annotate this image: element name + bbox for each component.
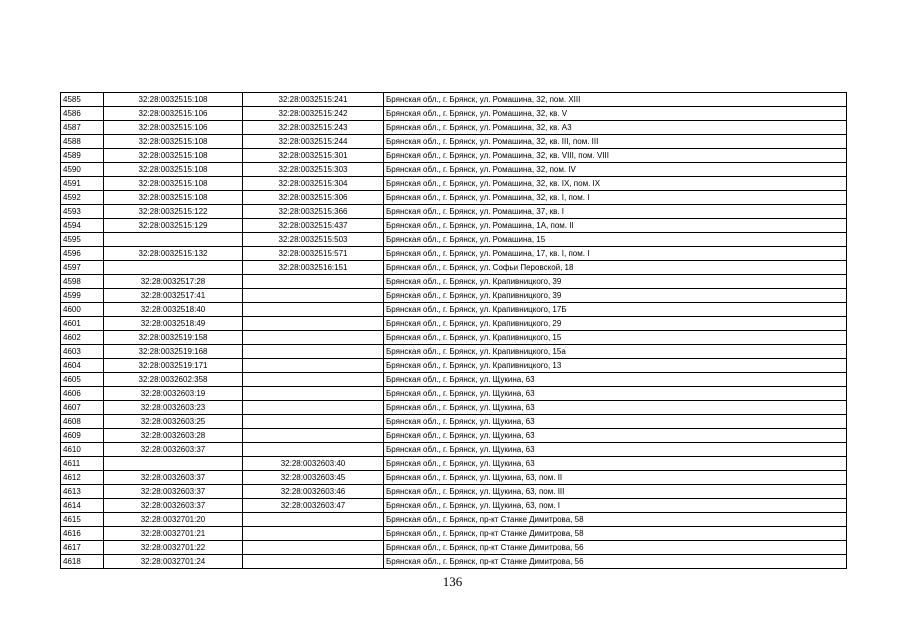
table-row xyxy=(61,205,847,219)
row-number-cell: 4591 xyxy=(61,177,104,191)
row-number-cell: 4602 xyxy=(61,331,104,345)
address-cell: Брянская обл., г. Брянск, ул. Щукина, 63 xyxy=(384,443,847,457)
row-number-cell: 4593 xyxy=(61,205,104,219)
object-cadastral-number-cell xyxy=(243,345,384,359)
parcel-cadastral-number-cell: 32:28:0032603:25 xyxy=(104,415,243,429)
parcel-cadastral-number-cell: 32:28:0032603:37 xyxy=(104,443,243,457)
parcel-cadastral-number-cell: 32:28:0032603:23 xyxy=(104,401,243,415)
address-cell: Брянская обл., г. Брянск, ул. Ромашина, 32, пом. IV xyxy=(384,163,847,177)
parcel-cadastral-number-cell: 32:28:0032701:20 xyxy=(104,513,243,527)
object-cadastral-number-cell: 32:28:0032603:47 xyxy=(243,499,384,513)
parcel-cadastral-number-cell: 32:28:0032701:21 xyxy=(104,527,243,541)
row-number-cell: 4607 xyxy=(61,401,104,415)
object-cadastral-number-cell xyxy=(243,359,384,373)
row-number-cell: 4601 xyxy=(61,317,104,331)
address-cell: Брянская обл., г. Брянск, ул. Ромашина, 32, пом. XIII xyxy=(384,93,847,107)
parcel-cadastral-number-cell: 32:28:0032602:358 xyxy=(104,373,243,387)
object-cadastral-number-cell: 32:28:0032515:304 xyxy=(243,177,384,191)
row-number-cell: 4597 xyxy=(61,261,104,275)
address-cell: Брянская обл., г. Брянск, ул. Ромашина, 32, кв. III, пом. III xyxy=(384,135,847,149)
parcel-cadastral-number-cell: 32:28:0032519:168 xyxy=(104,345,243,359)
parcel-cadastral-number-cell: 32:28:0032515:108 xyxy=(104,177,243,191)
address-cell: Брянская обл., г. Брянск, ул. Щукина, 63 xyxy=(384,373,847,387)
address-cell: Брянская обл., г. Брянск, ул. Крапивницкого, 15 xyxy=(384,331,847,345)
row-number-cell: 4585 xyxy=(61,93,104,107)
parcel-cadastral-number-cell: 32:28:0032603:28 xyxy=(104,429,243,443)
object-cadastral-number-cell: 32:28:0032603:46 xyxy=(243,485,384,499)
address-cell: Брянская обл., г. Брянск, ул. Щукина, 63, пом. II xyxy=(384,471,847,485)
parcel-cadastral-number-cell: 32:28:0032515:132 xyxy=(104,247,243,261)
table-row xyxy=(61,93,847,107)
table-row xyxy=(61,443,847,457)
table-row xyxy=(61,233,847,247)
address-cell: Брянская обл., г. Брянск, ул. Ромашина, 32, кв. VIII, пом. VIII xyxy=(384,149,847,163)
registry-table-body xyxy=(61,93,847,569)
table-row xyxy=(61,275,847,289)
parcel-cadastral-number-cell: 32:28:0032515:122 xyxy=(104,205,243,219)
parcel-cadastral-number-cell: 32:28:0032519:158 xyxy=(104,331,243,345)
object-cadastral-number-cell xyxy=(243,317,384,331)
object-cadastral-number-cell xyxy=(243,387,384,401)
row-number-cell: 4613 xyxy=(61,485,104,499)
table-row xyxy=(61,135,847,149)
address-cell: Брянская обл., г. Брянск, пр-кт Станке Димитрова, 56 xyxy=(384,555,847,569)
object-cadastral-number-cell: 32:28:0032603:45 xyxy=(243,471,384,485)
address-cell: Брянская обл., г. Брянск, ул. Щукина, 63 xyxy=(384,457,847,471)
object-cadastral-number-cell: 32:28:0032515:243 xyxy=(243,121,384,135)
address-cell: Брянская обл., г. Брянск, ул. Ромашина, 32, кв. А3 xyxy=(384,121,847,135)
parcel-cadastral-number-cell: 32:28:0032603:37 xyxy=(104,485,243,499)
object-cadastral-number-cell xyxy=(243,443,384,457)
object-cadastral-number-cell: 32:28:0032515:242 xyxy=(243,107,384,121)
object-cadastral-number-cell: 32:28:0032515:241 xyxy=(243,93,384,107)
table-row xyxy=(61,471,847,485)
table-row xyxy=(61,499,847,513)
table-row xyxy=(61,541,847,555)
address-cell: Брянская обл., г. Брянск, ул. Крапивницкого, 13 xyxy=(384,359,847,373)
object-cadastral-number-cell xyxy=(243,513,384,527)
object-cadastral-number-cell xyxy=(243,331,384,345)
parcel-cadastral-number-cell: 32:28:0032515:108 xyxy=(104,163,243,177)
table-row xyxy=(61,191,847,205)
address-cell: Брянская обл., г. Брянск, ул. Ромашина, 15 xyxy=(384,233,847,247)
object-cadastral-number-cell xyxy=(243,429,384,443)
table-row xyxy=(61,177,847,191)
row-number-cell: 4617 xyxy=(61,541,104,555)
row-number-cell: 4598 xyxy=(61,275,104,289)
table-row xyxy=(61,219,847,233)
address-cell: Брянская обл., г. Брянск, ул. Крапивницкого, 15а xyxy=(384,345,847,359)
table-row xyxy=(61,121,847,135)
row-number-cell: 4603 xyxy=(61,345,104,359)
row-number-cell: 4606 xyxy=(61,387,104,401)
address-cell: Брянская обл., г. Брянск, ул. Крапивницкого, 17Б xyxy=(384,303,847,317)
row-number-cell: 4615 xyxy=(61,513,104,527)
object-cadastral-number-cell: 32:28:0032515:503 xyxy=(243,233,384,247)
table-row xyxy=(61,247,847,261)
table-row xyxy=(61,527,847,541)
object-cadastral-number-cell: 32:28:0032515:437 xyxy=(243,219,384,233)
row-number-cell: 4596 xyxy=(61,247,104,261)
address-cell: Брянская обл., г. Брянск, ул. Крапивницкого, 29 xyxy=(384,317,847,331)
parcel-cadastral-number-cell: 32:28:0032515:129 xyxy=(104,219,243,233)
row-number-cell: 4590 xyxy=(61,163,104,177)
table-row xyxy=(61,513,847,527)
address-cell: Брянская обл., г. Брянск, ул. Щукина, 63 xyxy=(384,401,847,415)
parcel-cadastral-number-cell: 32:28:0032603:19 xyxy=(104,387,243,401)
object-cadastral-number-cell xyxy=(243,415,384,429)
object-cadastral-number-cell: 32:28:0032516:151 xyxy=(243,261,384,275)
address-cell: Брянская обл., г. Брянск, ул. Ромашина, 32, кв. V xyxy=(384,107,847,121)
address-cell: Брянская обл., г. Брянск, пр-кт Станке Димитрова, 58 xyxy=(384,527,847,541)
parcel-cadastral-number-cell: 32:28:0032518:49 xyxy=(104,317,243,331)
table-row xyxy=(61,555,847,569)
address-cell: Брянская обл., г. Брянск, ул. Ромашина, 32, кв. IX, пом. IX xyxy=(384,177,847,191)
address-cell: Брянская обл., г. Брянск, ул. Щукина, 63 xyxy=(384,387,847,401)
address-cell: Брянская обл., г. Брянск, ул. Щукина, 63 xyxy=(384,415,847,429)
object-cadastral-number-cell xyxy=(243,401,384,415)
parcel-cadastral-number-cell: 32:28:0032701:24 xyxy=(104,555,243,569)
table-row xyxy=(61,317,847,331)
row-number-cell: 4600 xyxy=(61,303,104,317)
parcel-cadastral-number-cell xyxy=(104,233,243,247)
parcel-cadastral-number-cell: 32:28:0032515:106 xyxy=(104,121,243,135)
table-row xyxy=(61,149,847,163)
table-row xyxy=(61,359,847,373)
row-number-cell: 4605 xyxy=(61,373,104,387)
object-cadastral-number-cell: 32:28:0032603:40 xyxy=(243,457,384,471)
table-row xyxy=(61,289,847,303)
parcel-cadastral-number-cell: 32:28:0032519:171 xyxy=(104,359,243,373)
address-cell: Брянская обл., г. Брянск, ул. Ромашина, 37, кв. I xyxy=(384,205,847,219)
object-cadastral-number-cell: 32:28:0032515:306 xyxy=(243,191,384,205)
parcel-cadastral-number-cell: 32:28:0032515:106 xyxy=(104,107,243,121)
address-cell: Брянская обл., г. Брянск, ул. Щукина, 63, пом. III xyxy=(384,485,847,499)
row-number-cell: 4609 xyxy=(61,429,104,443)
row-number-cell: 4599 xyxy=(61,289,104,303)
row-number-cell: 4587 xyxy=(61,121,104,135)
table-row xyxy=(61,261,847,275)
object-cadastral-number-cell xyxy=(243,289,384,303)
parcel-cadastral-number-cell: 32:28:0032515:108 xyxy=(104,93,243,107)
parcel-cadastral-number-cell: 32:28:0032701:22 xyxy=(104,541,243,555)
object-cadastral-number-cell: 32:28:0032515:366 xyxy=(243,205,384,219)
row-number-cell: 4592 xyxy=(61,191,104,205)
parcel-cadastral-number-cell: 32:28:0032515:108 xyxy=(104,135,243,149)
address-cell: Брянская обл., г. Брянск, пр-кт Станке Димитрова, 56 xyxy=(384,541,847,555)
address-cell: Брянская обл., г. Брянск, ул. Щукина, 63 xyxy=(384,429,847,443)
table-row xyxy=(61,387,847,401)
object-cadastral-number-cell xyxy=(243,527,384,541)
table-row xyxy=(61,401,847,415)
row-number-cell: 4614 xyxy=(61,499,104,513)
row-number-cell: 4611 xyxy=(61,457,104,471)
address-cell: Брянская обл., г. Брянск, пр-кт Станке Димитрова, 58 xyxy=(384,513,847,527)
row-number-cell: 4618 xyxy=(61,555,104,569)
registry-table xyxy=(60,92,847,569)
address-cell: Брянская обл., г. Брянск, ул. Софьи Перовской, 18 xyxy=(384,261,847,275)
table-row xyxy=(61,163,847,177)
address-cell: Брянская обл., г. Брянск, ул. Ромашина, 17, кв. I, пом. I xyxy=(384,247,847,261)
row-number-cell: 4604 xyxy=(61,359,104,373)
row-number-cell: 4610 xyxy=(61,443,104,457)
parcel-cadastral-number-cell: 32:28:0032517:41 xyxy=(104,289,243,303)
object-cadastral-number-cell xyxy=(243,275,384,289)
object-cadastral-number-cell: 32:28:0032515:301 xyxy=(243,149,384,163)
address-cell: Брянская обл., г. Брянск, ул. Ромашина, 32, кв. I, пом. I xyxy=(384,191,847,205)
row-number-cell: 4616 xyxy=(61,527,104,541)
row-number-cell: 4612 xyxy=(61,471,104,485)
parcel-cadastral-number-cell: 32:28:0032515:108 xyxy=(104,149,243,163)
table-row xyxy=(61,345,847,359)
parcel-cadastral-number-cell: 32:28:0032603:37 xyxy=(104,499,243,513)
row-number-cell: 4586 xyxy=(61,107,104,121)
object-cadastral-number-cell xyxy=(243,555,384,569)
parcel-cadastral-number-cell: 32:28:0032517:28 xyxy=(104,275,243,289)
row-number-cell: 4589 xyxy=(61,149,104,163)
object-cadastral-number-cell xyxy=(243,373,384,387)
row-number-cell: 4594 xyxy=(61,219,104,233)
address-cell: Брянская обл., г. Брянск, ул. Крапивницкого, 39 xyxy=(384,289,847,303)
table-row xyxy=(61,457,847,471)
table-row xyxy=(61,107,847,121)
table-row xyxy=(61,303,847,317)
parcel-cadastral-number-cell: 32:28:0032603:37 xyxy=(104,471,243,485)
object-cadastral-number-cell: 32:28:0032515:571 xyxy=(243,247,384,261)
row-number-cell: 4595 xyxy=(61,233,104,247)
row-number-cell: 4608 xyxy=(61,415,104,429)
address-cell: Брянская обл., г. Брянск, ул. Ромашина, 1А, пом. II xyxy=(384,219,847,233)
parcel-cadastral-number-cell: 32:28:0032515:108 xyxy=(104,191,243,205)
table-row xyxy=(61,331,847,345)
address-cell: Брянская обл., г. Брянск, ул. Крапивницкого, 39 xyxy=(384,275,847,289)
table-row xyxy=(61,415,847,429)
table-row xyxy=(61,429,847,443)
parcel-cadastral-number-cell: 32:28:0032518:40 xyxy=(104,303,243,317)
table-row xyxy=(61,485,847,499)
address-cell: Брянская обл., г. Брянск, ул. Щукина, 63, пом. I xyxy=(384,499,847,513)
page-number: 136 xyxy=(442,574,463,589)
object-cadastral-number-cell xyxy=(243,541,384,555)
object-cadastral-number-cell: 32:28:0032515:303 xyxy=(243,163,384,177)
object-cadastral-number-cell: 32:28:0032515:244 xyxy=(243,135,384,149)
parcel-cadastral-number-cell xyxy=(104,457,243,471)
row-number-cell: 4588 xyxy=(61,135,104,149)
object-cadastral-number-cell xyxy=(243,303,384,317)
parcel-cadastral-number-cell xyxy=(104,261,243,275)
table-row xyxy=(61,373,847,387)
